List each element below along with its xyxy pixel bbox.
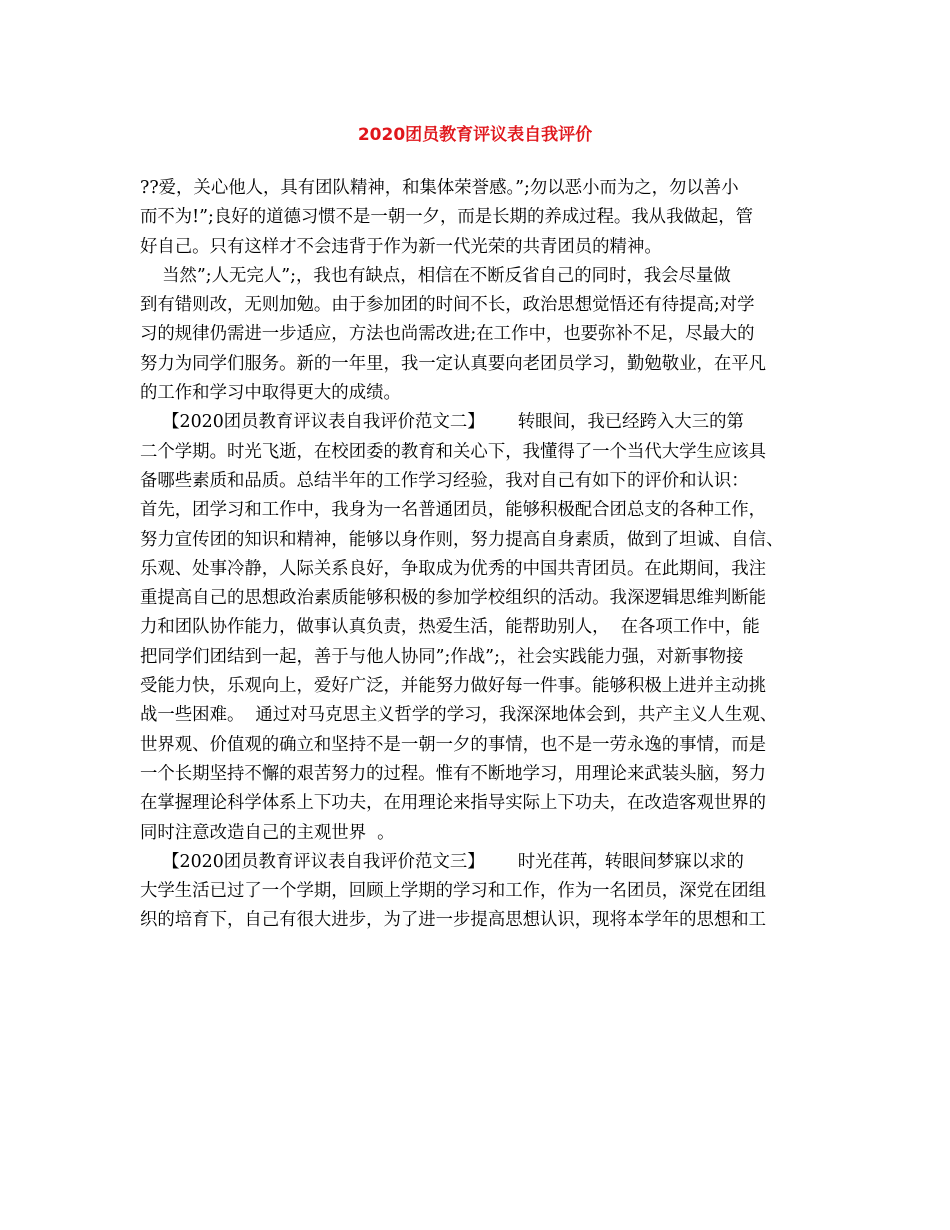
text-line: 二个学期。时光飞逝，在校团委的教育和关心下，我懂得了一个当代大学生应该具 [140, 441, 767, 462]
text-line: 世界观、价值观的确立和坚持不是一朝一夕的事情，也不是一劳永逸的事情，而是 [140, 734, 767, 755]
text-line: 备哪些素质和品质。总结半年的工作学习经验，我对自己有如下的评价和认识： [140, 470, 749, 491]
text-line: 同时注意改造自己的主观世界 。 [140, 822, 395, 843]
text-line: 织的培育下，自己有很大进步，为了进一步提高思想认识，现将本学年的思想和工 [140, 910, 767, 931]
text-line: 一个长期坚持不懈的艰苦努力的过程。惟有不断地学习，用理论来武装头脑，努力 [140, 763, 767, 784]
text-line: 受能力快，乐观向上，爱好广泛，并能努力做好每一件事。能够积极上进并主动挑 [140, 676, 767, 697]
text-line: 战一些困难。 通过对马克思主义哲学的学习，我深深地体会到，共产主义人生观、 [140, 705, 778, 726]
text-line: 重提高自己的思想政治素质能够积极的参加学校组织的活动。我深逻辑思维判断能 [140, 588, 767, 609]
text-line: 努力宣传团的知识和精神，能够以身作则，努力提高自身素质，做到了坦诚、自信、 [140, 529, 784, 550]
text-line: 【2020团员教育评议表自我评价范文二】 转眼间，我已经跨入大三的第 [140, 412, 744, 433]
text-line: 到有错则改，无则加勉。由于参加团的时间不长，政治思想觉悟还有待提高;对学 [140, 295, 755, 316]
text-line: 把同学们团结到一起，善于与他人协同”;作战”;，社会实践能力强，对新事物接 [140, 646, 744, 667]
text-line: 努力为同学们服务。新的一年里，我一定认真要向老团员学习，勤勉敬业，在平凡 [140, 353, 767, 374]
text-line: 好自己。只有这样才不会违背于作为新一代光荣的共青团员的精神。 [140, 236, 662, 257]
text-line: 当然”;人无完人”;，我也有缺点，相信在不断反省自己的同时，我会尽量做 [140, 265, 731, 286]
text-line: 【2020团员教育评议表自我评价范文三】 时光荏苒，转眼间梦寐以求的 [140, 851, 744, 872]
text-line: 而不为!”;良好的道德习惯不是一朝一夕，而是长期的养成过程。我从我做起，管 [140, 207, 754, 228]
text-line: ??爱，关心他人，具有团队精神，和集体荣誉感。”;勿以恶小而为之，勿以善小 [140, 178, 739, 198]
text-line: 的工作和学习中取得更大的成绩。 [140, 383, 401, 404]
text-line: 乐观、处事冷静，人际关系良好，争取成为优秀的中国共青团员。在此期间，我注 [140, 558, 767, 579]
text-line: 大学生活已过了一个学期，回顾上学期的学习和工作，作为一名团员，深党在团组 [140, 881, 767, 902]
text-line: 力和团队协作能力，做事认真负责，热爱生活，能帮助别人， 在各项工作中，能 [140, 617, 760, 638]
text-line: 习的规律仍需进一步适应，方法也尚需改进;在工作中，也要弥补不足，尽最大的 [140, 324, 755, 345]
text-line: 在掌握理论科学体系上下功夫，在用理论来指导实际上下功夫，在改造客观世界的 [140, 793, 767, 814]
document-title: 2020团员教育评议表自我评价 [357, 125, 593, 145]
text-line: 首先，团学习和工作中，我身为一名普通团员，能够积极配合团总支的各种工作， [140, 500, 767, 521]
document-body [140, 174, 830, 936]
